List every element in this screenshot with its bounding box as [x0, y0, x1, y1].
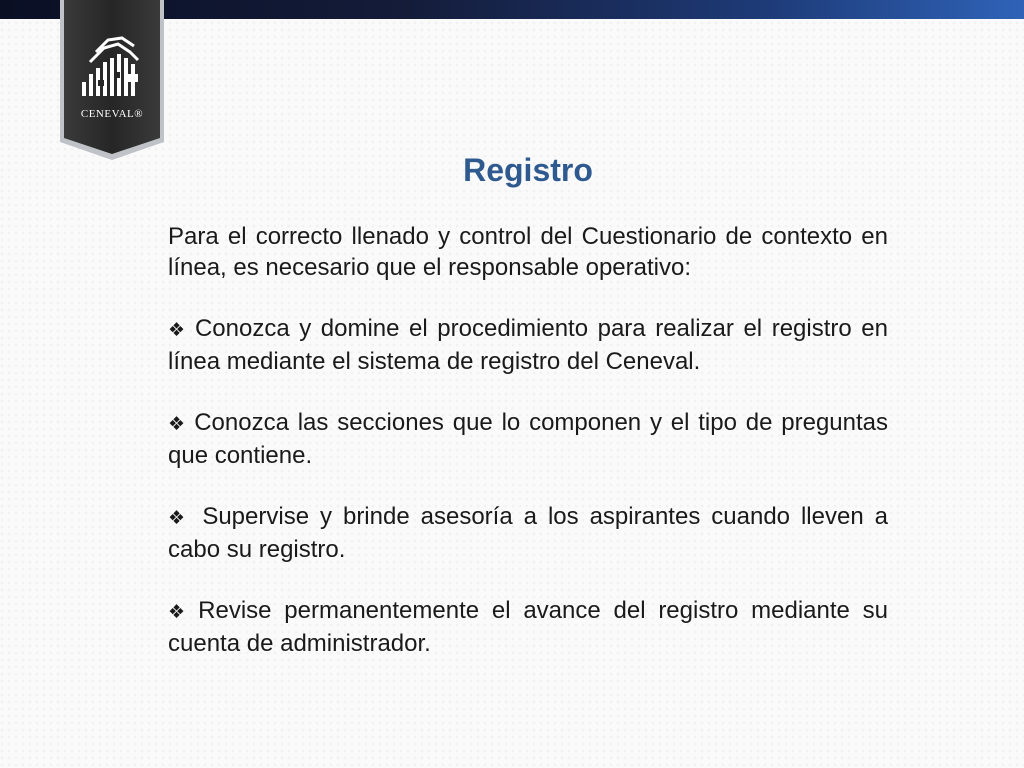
bullet-item — [168, 501, 888, 565]
bullet-text: Revise permanentemente el avance del registro mediante su cuenta de administrador. — [168, 597, 888, 657]
ceneval-logo-text: CENEVAL® — [80, 108, 144, 120]
bullet-item — [168, 595, 888, 659]
bullet-text: Conozca las secciones que lo componen y el tipo de preguntas que contiene. — [168, 409, 889, 469]
slide-title: Registro — [463, 152, 593, 188]
ceneval-logo-icon — [60, 0, 164, 160]
bullet-text: Supervise y brinde asesoría a los aspirantes cuando lleven a cabo su registro. — [168, 503, 888, 563]
slide-content — [168, 221, 888, 689]
intro-paragraph: Para el correcto llenado y control del Cuestionario de contexto en línea, es necesario que el responsable operativo: — [168, 223, 888, 281]
bullet-item — [168, 313, 888, 377]
bullet-item — [168, 407, 888, 471]
four-diamond-bullet-icon: ❖ — [168, 413, 188, 435]
four-diamond-bullet-icon: ❖ — [168, 507, 190, 529]
bullet-text: Conozca y domine el procedimiento para realizar el registro en línea mediante el sistema de registro del Ceneval. — [168, 315, 888, 375]
four-diamond-bullet-icon: ❖ — [168, 319, 188, 341]
four-diamond-bullet-icon: ❖ — [168, 601, 192, 623]
ceneval-logo-badge — [60, 0, 164, 160]
